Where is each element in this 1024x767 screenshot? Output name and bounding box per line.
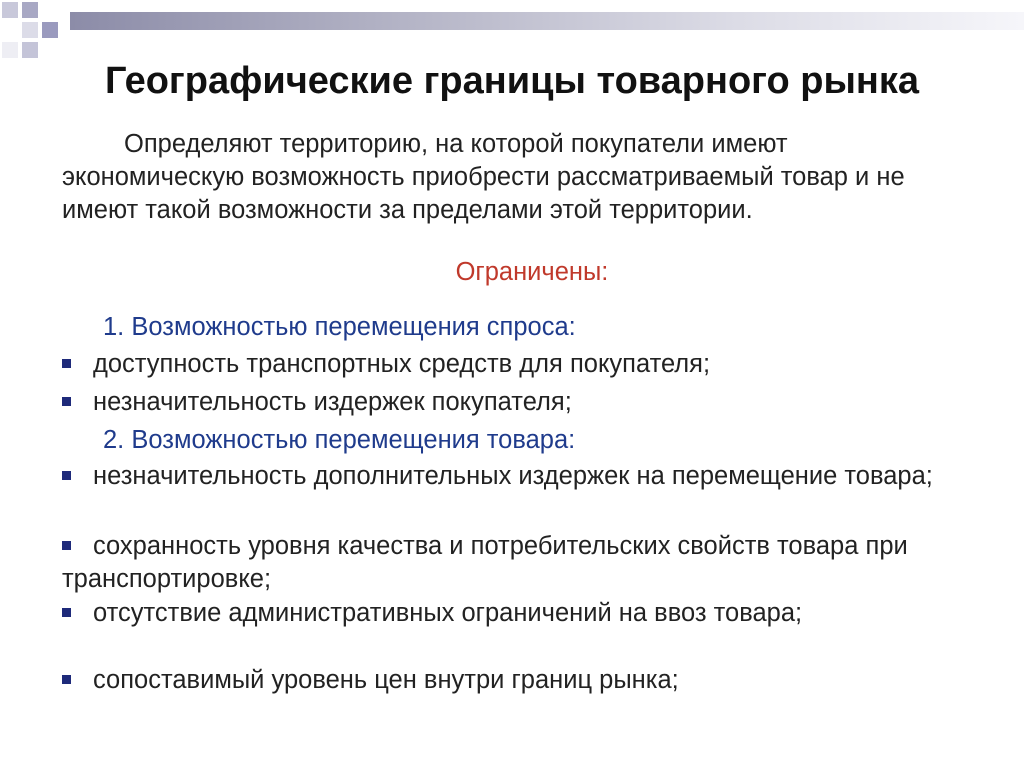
bullet-text: отсутствие административных ограничений на ввоз товара;: [93, 599, 803, 627]
bullet-text: незначительность издержек покупателя;: [93, 388, 572, 416]
corner-decoration: [0, 0, 80, 64]
bullet-text: доступность транспортных средств для покупателя;: [93, 350, 711, 378]
group2-heading: 2. Возможностью перемещения товара:: [103, 426, 576, 454]
group1-heading: 1. Возможностью перемещения спроса:: [103, 313, 576, 341]
intro-paragraph: Определяют территорию, на которой покупатели имеют экономическую возможность приобрести рассматриваемый товар и не имеют такой возможности за пределами этой территории.: [62, 130, 905, 224]
square-bullet-icon: [62, 608, 71, 617]
limited-label: Ограничены:: [455, 258, 609, 286]
square-bullet-icon: [62, 359, 71, 368]
bullet-item: [62, 348, 982, 381]
bullet-item: [62, 530, 982, 596]
bullet-text: сопоставимый уровень цен внутри границ рынка;: [93, 666, 679, 694]
square-bullet-icon: [62, 675, 71, 684]
bullet-item: [62, 597, 982, 630]
square-bullet-icon: [62, 471, 71, 480]
slide-title: Географические границы товарного рынка: [104, 60, 920, 102]
bullet-text: сохранность уровня качества и потребительских свойств товара при транспортировке;: [62, 532, 908, 593]
bullet-item: [62, 386, 982, 419]
square-bullet-icon: [62, 541, 71, 550]
bullet-text: незначительность дополнительных издержек на перемещение товара;: [93, 462, 933, 490]
square-bullet-icon: [62, 397, 71, 406]
header-gradient-bar: [70, 12, 1024, 30]
bullet-item: [62, 460, 982, 493]
bullet-item: [62, 664, 982, 697]
